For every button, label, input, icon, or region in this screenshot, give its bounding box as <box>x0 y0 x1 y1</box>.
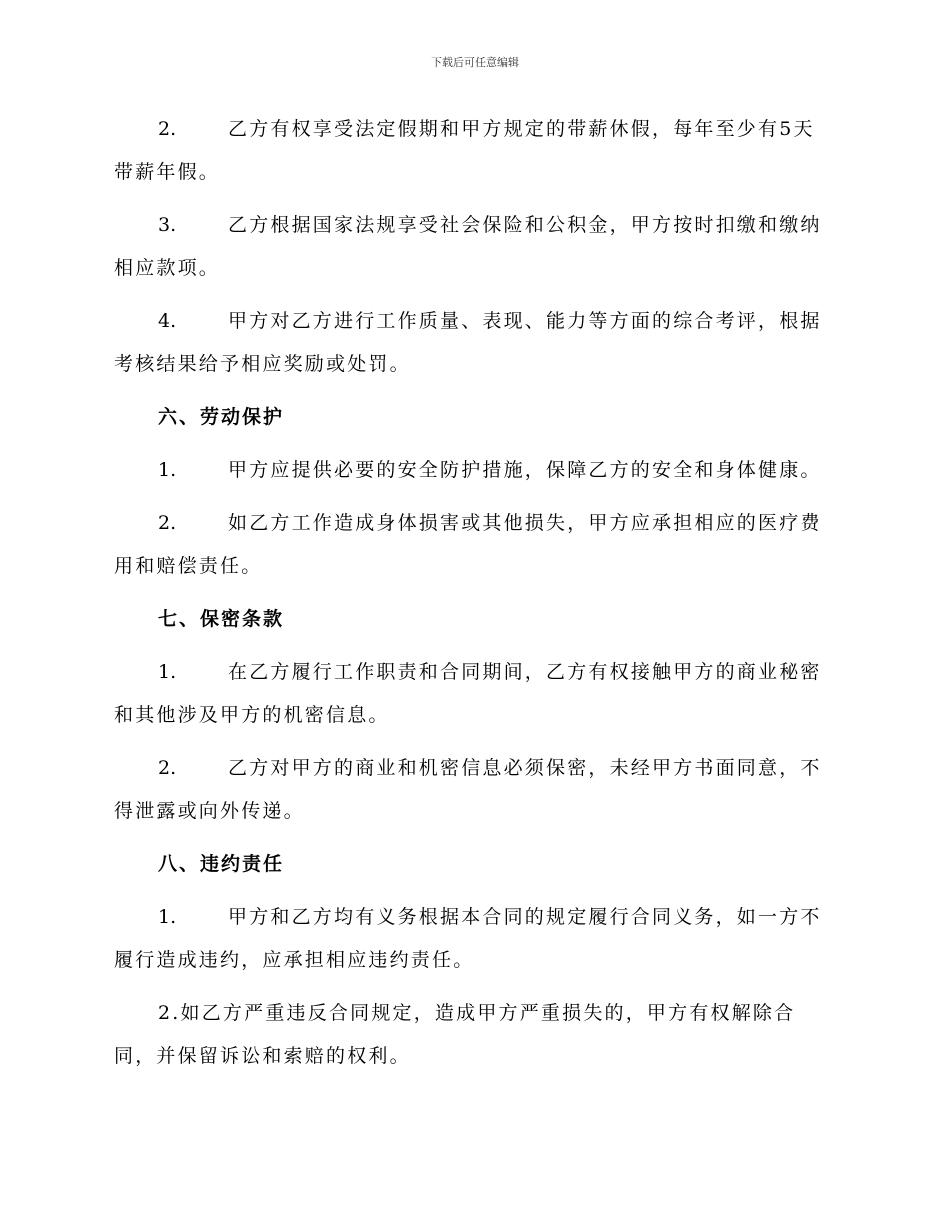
clause-item <box>114 651 832 737</box>
clause-item <box>114 108 832 194</box>
clause-item <box>114 502 832 588</box>
clause-text: 乙方根据国家法规享受社会保险和公积金，甲方按时扣缴和缴纳相应款项。 <box>114 214 822 279</box>
clause-item <box>114 896 832 982</box>
clause-number: 1. <box>158 661 177 683</box>
clause-number: 2. <box>158 118 177 140</box>
clause-item <box>114 449 832 492</box>
document-body <box>114 108 832 1088</box>
clause-paragraph: 2.如乙方严重违反合同规定，造成甲方严重损失的，甲方有权解除合同，并保留诉讼和索赔的权利。 <box>114 1002 796 1067</box>
clause-number: 3. <box>158 214 177 236</box>
clause-text: 甲方和乙方均有义务根据本合同的规定履行合同义务，如一方不履行造成违约，应承担相应违约责任。 <box>114 906 822 971</box>
clause-number: 1. <box>158 906 177 928</box>
clause-text: 乙方对甲方的商业和机密信息必须保密，未经甲方书面同意，不得泄露或向外传递。 <box>114 757 822 822</box>
clause-item <box>114 300 832 386</box>
clause-number: 4. <box>158 310 177 332</box>
clause-text: 甲方应提供必要的安全防护措施，保障乙方的安全和身体健康。 <box>228 459 822 481</box>
clause-number: 2. <box>158 757 177 779</box>
section-heading: 七、保密条款 <box>158 608 285 630</box>
clause-text: 甲方对乙方进行工作质量、表现、能力等方面的综合考评，根据考核结果给予相应奖励或处罚。 <box>114 310 822 375</box>
clause-number: 1. <box>158 459 177 481</box>
page-header: 下载后可任意编辑 <box>431 56 519 69</box>
clause-number: 2. <box>158 512 177 534</box>
clause-text: 在乙方履行工作职责和合同期间，乙方有权接触甲方的商业秘密和其他涉及甲方的机密信息。 <box>114 661 822 726</box>
clause-text: 如乙方工作造成身体损害或其他损失，甲方应承担相应的医疗费用和赔偿责任。 <box>114 512 822 577</box>
section-heading: 六、劳动保护 <box>158 406 285 428</box>
clause-text: 乙方有权享受法定假期和甲方规定的带薪休假，每年至少有5天带薪年假。 <box>114 118 815 183</box>
section-heading: 八、违约责任 <box>158 853 285 875</box>
clause-item <box>114 747 832 833</box>
clause-item <box>114 204 832 290</box>
